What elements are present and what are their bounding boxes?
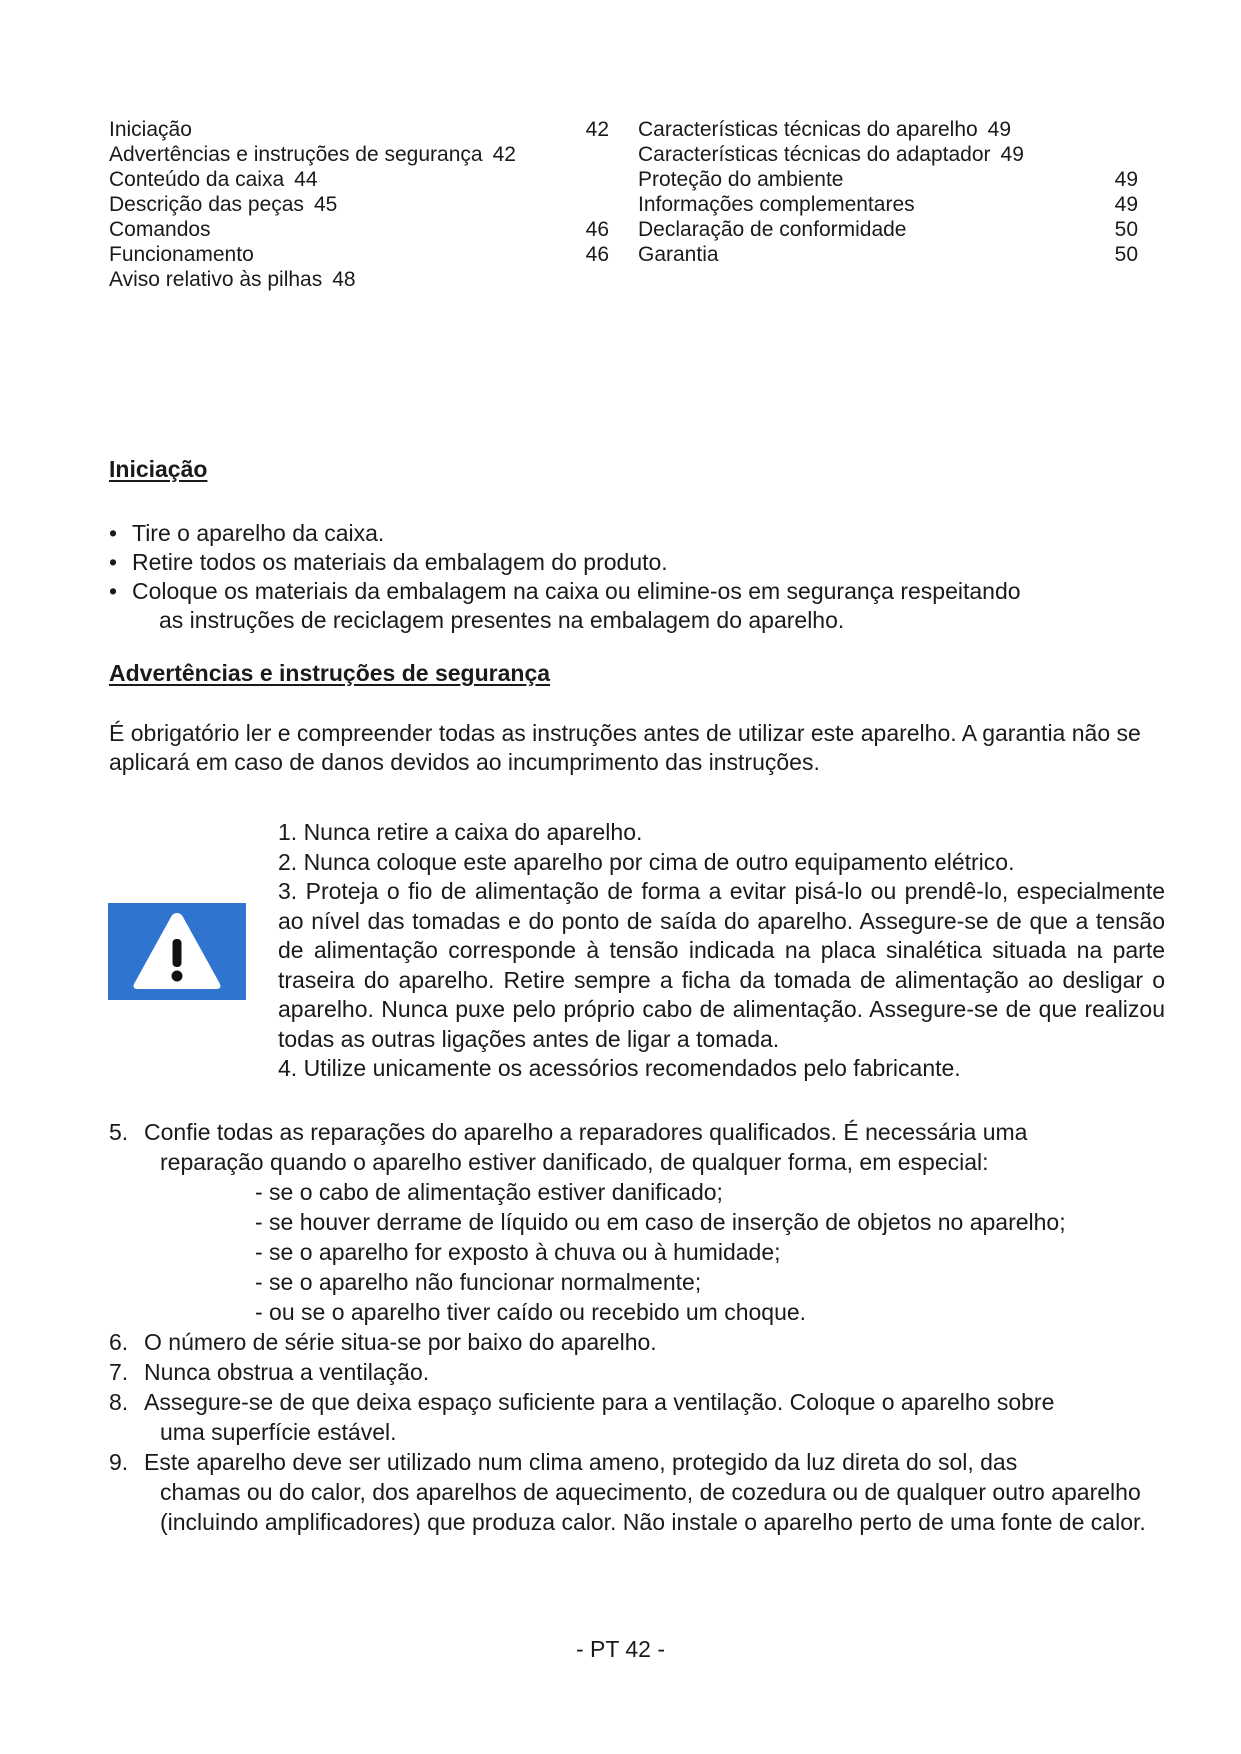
toc-entry-page: 46 <box>585 218 609 241</box>
sub-item: - ou se o aparelho tiver caído ou recebido um choque. <box>255 1299 807 1325</box>
toc-entry-title: Proteção do ambiente <box>638 168 844 191</box>
list-item <box>109 1327 1169 1357</box>
toc-entry[interactable] <box>638 117 1138 142</box>
page-number: - PT 42 - <box>575 1636 666 1662</box>
toc-entry-page: 45 <box>313 193 338 216</box>
toc-entry-title: Declaração de conformidade <box>638 218 907 241</box>
toc-entry-title: Conteúdo da caixa <box>109 168 285 191</box>
list-item <box>109 1447 1169 1537</box>
toc-entry-title: Garantia <box>638 243 719 266</box>
toc-entry[interactable] <box>109 242 609 267</box>
list-item: 1. Nunca retire a caixa do aparelho. <box>278 819 643 845</box>
toc-right-column <box>638 117 1138 267</box>
toc-entry-page: 49 <box>987 118 1012 141</box>
list-item <box>109 1117 1169 1327</box>
toc-entry-title: Características técnicas do adaptador <box>638 143 991 166</box>
toc-entry[interactable] <box>638 142 1138 167</box>
start-bullet-list <box>109 519 1169 635</box>
list-item <box>109 1357 1169 1387</box>
toc-entry-page: 46 <box>585 243 609 266</box>
toc-entry[interactable] <box>638 167 1138 192</box>
section-heading-start: Iniciação <box>109 456 208 482</box>
list-item: 2. Nunca coloque este aparelho por cima de outro equipamento elétrico. <box>278 848 1015 875</box>
toc-entry-title: Aviso relativo às pilhas <box>109 268 323 291</box>
toc-entry[interactable] <box>638 242 1138 267</box>
list-number: 6. <box>109 1329 129 1355</box>
toc-entry[interactable] <box>638 217 1138 242</box>
toc-left-column <box>109 117 609 292</box>
numbered-list-upper <box>278 818 1165 1084</box>
toc-entry-page: 48 <box>332 268 356 291</box>
toc-entry[interactable] <box>109 217 609 242</box>
list-item-continuation: as instruções de reciclagem presentes na embalagem do aparelho. <box>159 607 845 633</box>
toc-entry[interactable] <box>109 117 609 142</box>
toc-entry-title: Advertências e instruções de segurança <box>109 143 483 166</box>
toc-entry[interactable] <box>109 267 609 292</box>
toc-entry-page: 50 <box>1114 218 1138 241</box>
list-item-text: Confie todas as reparações do aparelho a reparadores qualificados. É necessária uma <box>144 1119 1028 1145</box>
list-item-text: Retire todos os materiais da embalagem do produto. <box>132 549 668 575</box>
list-item-text: Tire o aparelho da caixa. <box>132 520 385 546</box>
toc-entry-title: Descrição das peças <box>109 193 304 216</box>
list-item-text: Este aparelho deve ser utilizado num clima ameno, protegido da luz direta do sol, das <box>144 1449 1018 1475</box>
list-item-continuation: chamas ou do calor, dos aparelhos de aquecimento, de cozedura ou de qualquer outro aparelho (incluindo amplificadores) que produza calor. Não instale o aparelho perto de uma fonte de calor. <box>160 1479 1146 1535</box>
toc-entry-title: Características técnicas do aparelho <box>638 118 978 141</box>
list-item-text: O número de série situa-se por baixo do aparelho. <box>144 1329 657 1355</box>
list-item <box>109 577 1169 635</box>
list-item: 4. Utilize unicamente os acessórios recomendados pelo fabricante. <box>278 1055 961 1081</box>
bullet-marker: • <box>109 578 118 604</box>
list-item-text: Assegure-se de que deixa espaço suficiente para a ventilação. Coloque o aparelho sobre <box>144 1389 1055 1415</box>
toc-entry[interactable] <box>109 142 609 167</box>
toc-entry[interactable] <box>109 167 609 192</box>
safety-intro-paragraph: É obrigatório ler e compreender todas as instruções antes de utilizar este aparelho. A garantia não se aplicará em caso de danos devidos ao incumprimento das instruções. <box>109 720 1141 775</box>
toc-entry[interactable] <box>109 192 609 217</box>
toc-entry-title: Informações complementares <box>638 193 915 216</box>
toc-entry-page: 50 <box>1114 243 1138 266</box>
toc-entry-page: 44 <box>294 168 318 191</box>
toc-entry-page: 49 <box>1000 143 1024 166</box>
list-item-continuation: reparação quando o aparelho estiver danificado, de qualquer forma, em especial: <box>160 1149 989 1175</box>
list-item-text: Nunca obstrua a ventilação. <box>144 1359 430 1385</box>
bullet-marker: • <box>109 520 118 546</box>
sub-item: - se o aparelho não funcionar normalmente; <box>255 1269 702 1295</box>
toc-entry-page: 49 <box>1114 193 1138 216</box>
list-item <box>109 1387 1169 1447</box>
toc-entry-page: 49 <box>1114 168 1138 191</box>
toc-entry-title: Iniciação <box>109 118 192 141</box>
list-number: 5. <box>109 1119 129 1145</box>
list-item-text: Coloque os materiais da embalagem na caixa ou elimine-os em segurança respeitando <box>132 578 1021 604</box>
toc-entry-page: 42 <box>492 143 516 166</box>
warning-triangle-icon <box>108 903 246 1000</box>
list-item <box>109 519 1169 548</box>
toc-entry[interactable] <box>638 192 1138 217</box>
toc-entry-title: Comandos <box>109 218 211 241</box>
sub-item: - se o aparelho for exposto à chuva ou à humidade; <box>255 1239 781 1265</box>
warning-triangle-icon <box>108 903 246 1000</box>
list-item <box>109 548 1169 577</box>
toc-entry-title: Funcionamento <box>109 243 254 266</box>
numbered-list-lower <box>109 1117 1169 1537</box>
bullet-marker: • <box>109 549 118 575</box>
sub-item: - se o cabo de alimentação estiver danificado; <box>255 1179 723 1205</box>
sub-item: - se houver derrame de líquido ou em caso de inserção de objetos no aparelho; <box>255 1209 1066 1235</box>
list-item-continuation: uma superfície estável. <box>160 1419 397 1445</box>
list-number: 8. <box>109 1389 129 1415</box>
list-number: 9. <box>109 1449 129 1475</box>
list-number: 7. <box>109 1359 129 1385</box>
section-heading-safety: Advertências e instruções de segurança <box>109 660 551 686</box>
toc-entry-page: 42 <box>585 118 609 141</box>
list-item: 3. Proteja o fio de alimentação de forma a evitar pisá-lo ou prendê-lo, especialmente ao nível das tomadas e do ponto de saída do aparelho. Assegure-se de que a tensão de alimentação corresponde à tensão indicada na placa sinalética situada na parte traseira do aparelho. Retire sempre a ficha da tomada de alimentação ao desligar o aparelho. Nunca puxe pelo próprio cabo de alimentação. Assegure-se de que realizou todas as outras ligações antes de ligar a tomada. <box>278 878 1165 1052</box>
